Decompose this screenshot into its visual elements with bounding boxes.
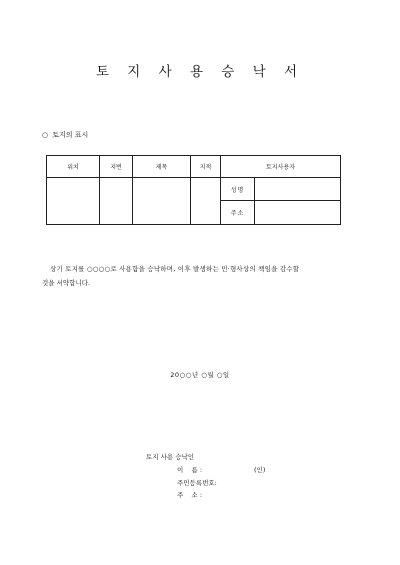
- signer-id-label: 주민등록번호:: [177, 479, 217, 487]
- consent-statement: [42, 262, 348, 290]
- cell-location: [47, 178, 100, 225]
- statement-line-2: 것을 서약합니다.: [42, 279, 91, 287]
- header-location: 위치: [47, 156, 100, 178]
- section-title: 토지의 표시: [52, 131, 89, 139]
- circle-bullet-icon: ○: [42, 131, 49, 139]
- statement-line-1: 상기 토지를 ○○○○로 사용함을 승낙하며, 이후 발생하는 민·형사상의 책임을 감수할: [50, 265, 300, 273]
- cell-land-category: [133, 178, 191, 225]
- cell-lot-number: [100, 178, 133, 225]
- user-name-label: 성명: [221, 178, 255, 201]
- user-name-value: [255, 178, 341, 201]
- signer-heading: 토지 사용 승낙인: [146, 453, 195, 461]
- header-land-user: 토지사용자: [221, 156, 341, 178]
- user-address-value: [255, 201, 341, 225]
- signer-address-label: 주 소 :: [177, 491, 203, 499]
- section-heading: [42, 130, 88, 140]
- land-info-table: [46, 155, 341, 225]
- header-area: 지적: [191, 156, 221, 178]
- signer-name-label: 이 름 :: [177, 466, 203, 474]
- document-title: 토 지 사 용 승 낙 서: [95, 64, 305, 80]
- header-land-category: 제목: [133, 156, 191, 178]
- document-date: 20○○년 ○월 ○일: [170, 371, 230, 379]
- user-address-label: 주소: [221, 201, 255, 225]
- header-lot-number: 지번: [100, 156, 133, 178]
- signer-seal: (인): [254, 466, 266, 474]
- cell-area: [191, 178, 221, 225]
